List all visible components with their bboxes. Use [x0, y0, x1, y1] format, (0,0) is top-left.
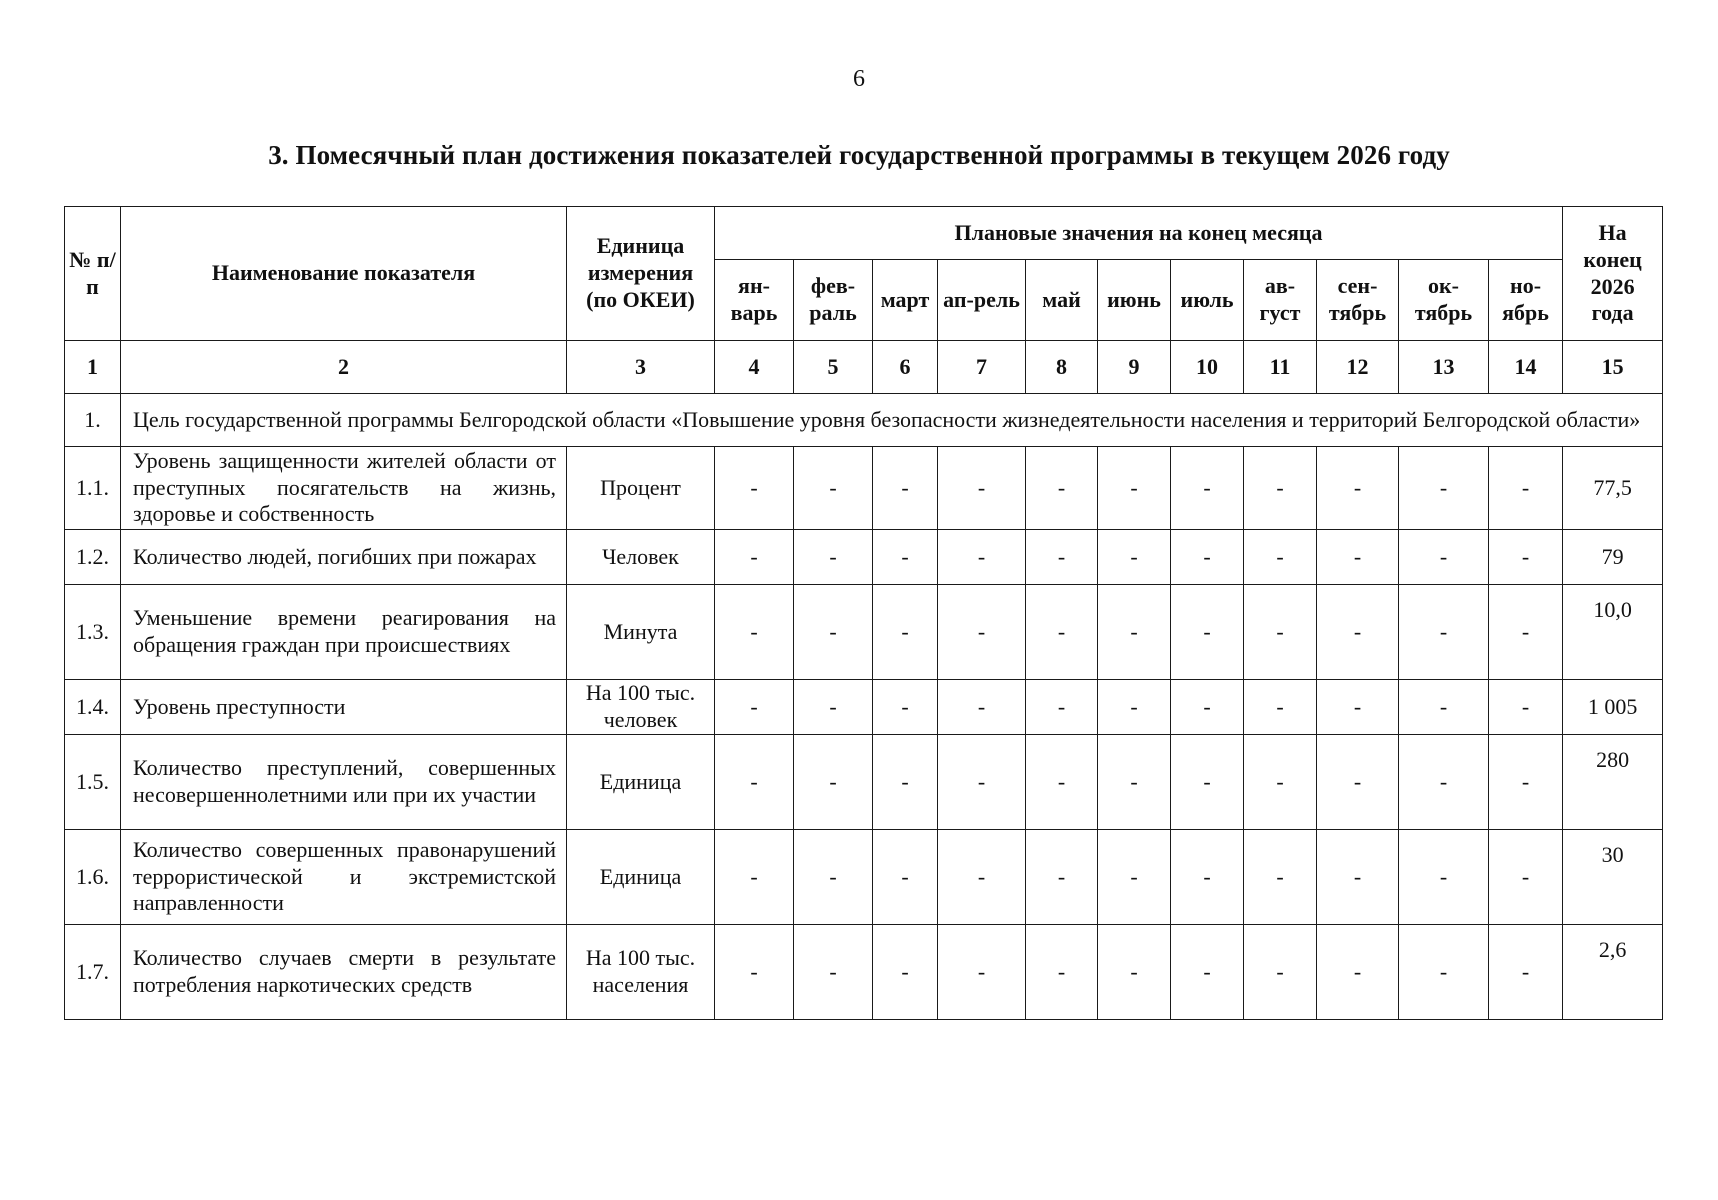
column-number: 15 [1563, 341, 1663, 394]
column-number: 6 [873, 341, 938, 394]
header-month: фев-раль [794, 260, 873, 341]
month-value: - [1171, 735, 1244, 830]
header-month: ап-рель [938, 260, 1026, 341]
month-value: - [794, 735, 873, 830]
month-value: - [1489, 830, 1563, 925]
month-value: - [1098, 925, 1171, 1020]
month-value: - [1399, 447, 1489, 530]
header-month: июнь [1098, 260, 1171, 341]
column-number: 7 [938, 341, 1026, 394]
month-value: - [1098, 735, 1171, 830]
month-value: - [1399, 680, 1489, 735]
month-value: - [1317, 925, 1399, 1020]
row-num: 1.7. [65, 925, 121, 1020]
goal-num: 1. [65, 394, 121, 447]
row-num: 1.3. [65, 585, 121, 680]
month-value: - [1244, 925, 1317, 1020]
month-value: - [715, 530, 794, 585]
month-value: - [1399, 585, 1489, 680]
month-value: - [1026, 925, 1098, 1020]
month-value: - [938, 830, 1026, 925]
header-month: ок-тябрь [1399, 260, 1489, 341]
final-value: 79 [1563, 530, 1663, 585]
header-month: май [1026, 260, 1098, 341]
column-number: 5 [794, 341, 873, 394]
final-value: 280 [1563, 735, 1663, 830]
final-value: 77,5 [1563, 447, 1663, 530]
month-value: - [873, 585, 938, 680]
final-value: 2,6 [1563, 925, 1663, 1020]
indicator-unit: Единица [567, 830, 715, 925]
month-value: - [1098, 830, 1171, 925]
month-value: - [1317, 735, 1399, 830]
month-value: - [1317, 830, 1399, 925]
month-value: - [1317, 585, 1399, 680]
column-number: 3 [567, 341, 715, 394]
month-value: - [1026, 830, 1098, 925]
header-month: сен-тябрь [1317, 260, 1399, 341]
month-value: - [873, 447, 938, 530]
final-value: 1 005 [1563, 680, 1663, 735]
month-value: - [715, 735, 794, 830]
month-value: - [1317, 680, 1399, 735]
month-value: - [1026, 447, 1098, 530]
month-value: - [1489, 530, 1563, 585]
month-value: - [938, 585, 1026, 680]
month-value: - [715, 925, 794, 1020]
month-value: - [1244, 680, 1317, 735]
header-month: ян-варь [715, 260, 794, 341]
column-number: 13 [1399, 341, 1489, 394]
month-value: - [794, 585, 873, 680]
month-value: - [1098, 680, 1171, 735]
column-number: 9 [1098, 341, 1171, 394]
column-number: 10 [1171, 341, 1244, 394]
indicator-unit: Минута [567, 585, 715, 680]
month-value: - [1244, 735, 1317, 830]
month-value: - [1171, 530, 1244, 585]
row-num: 1.4. [65, 680, 121, 735]
table-row [65, 680, 1663, 735]
column-number: 2 [121, 341, 567, 394]
month-value: - [1489, 585, 1563, 680]
month-value: - [1098, 447, 1171, 530]
month-value: - [1171, 447, 1244, 530]
month-value: - [1171, 830, 1244, 925]
table-row [65, 830, 1663, 925]
month-value: - [715, 830, 794, 925]
month-value: - [873, 530, 938, 585]
indicator-name: Количество преступлений, совершенных несовершеннолетними или при их участии [121, 735, 567, 830]
page-number: 6 [853, 66, 865, 92]
month-value: - [1026, 585, 1098, 680]
month-value: - [1026, 735, 1098, 830]
monthly-plan-table [64, 206, 1663, 1020]
month-value: - [1098, 585, 1171, 680]
table-row [65, 585, 1663, 680]
month-value: - [1489, 735, 1563, 830]
month-value: - [1244, 585, 1317, 680]
indicator-unit: Процент [567, 447, 715, 530]
month-value: - [938, 447, 1026, 530]
indicator-name: Уровень защищенности жителей области от преступных посягательств на жизнь, здоровье и собственность [121, 447, 567, 530]
column-number: 1 [65, 341, 121, 394]
month-value: - [715, 680, 794, 735]
table-row [65, 735, 1663, 830]
final-value: 30 [1563, 830, 1663, 925]
final-value: 10,0 [1563, 585, 1663, 680]
table-row [65, 530, 1663, 585]
column-number: 8 [1026, 341, 1098, 394]
month-value: - [873, 830, 938, 925]
month-value: - [1026, 680, 1098, 735]
month-value: - [873, 680, 938, 735]
column-number: 12 [1317, 341, 1399, 394]
month-value: - [938, 680, 1026, 735]
month-value: - [1399, 830, 1489, 925]
header-month: июль [1171, 260, 1244, 341]
indicator-name: Количество случаев смерти в результате потребления наркотических средств [121, 925, 567, 1020]
header-num: № п/п [65, 207, 121, 341]
month-value: - [938, 735, 1026, 830]
header-final-value: На конец 2026 года [1563, 207, 1663, 341]
month-value: - [1244, 530, 1317, 585]
month-value: - [1399, 925, 1489, 1020]
row-num: 1.5. [65, 735, 121, 830]
indicator-name: Количество людей, погибших при пожарах [121, 530, 567, 585]
header-unit: Единица измерения (по ОКЕИ) [567, 207, 715, 341]
month-value: - [715, 447, 794, 530]
row-num: 1.2. [65, 530, 121, 585]
header-plan-values: Плановые значения на конец месяца [715, 207, 1563, 260]
month-value: - [1244, 447, 1317, 530]
month-value: - [1489, 925, 1563, 1020]
month-value: - [873, 735, 938, 830]
column-number: 4 [715, 341, 794, 394]
header-indicator-name: Наименование показателя [121, 207, 567, 341]
month-value: - [794, 447, 873, 530]
month-value: - [1171, 585, 1244, 680]
table-row [65, 447, 1663, 530]
month-value: - [873, 925, 938, 1020]
month-value: - [1489, 447, 1563, 530]
month-value: - [938, 925, 1026, 1020]
month-value: - [794, 925, 873, 1020]
goal-text: Цель государственной программы Белгородской области «Повышение уровня безопасности жизнедеятельности населения и территорий Белгородской области» [121, 394, 1663, 447]
month-value: - [1026, 530, 1098, 585]
column-number: 14 [1489, 341, 1563, 394]
header-month: март [873, 260, 938, 341]
month-value: - [938, 530, 1026, 585]
indicator-unit: На 100 тыс. населения [567, 925, 715, 1020]
month-value: - [1399, 735, 1489, 830]
month-value: - [1244, 830, 1317, 925]
indicator-unit: Человек [567, 530, 715, 585]
month-value: - [1171, 925, 1244, 1020]
column-number: 11 [1244, 341, 1317, 394]
indicator-name: Уровень преступности [121, 680, 567, 735]
month-value: - [1399, 530, 1489, 585]
month-value: - [1489, 680, 1563, 735]
row-num: 1.6. [65, 830, 121, 925]
table-row [65, 925, 1663, 1020]
month-value: - [794, 530, 873, 585]
month-value: - [1171, 680, 1244, 735]
month-value: - [1098, 530, 1171, 585]
indicator-name: Количество совершенных правонарушений террористической и экстремистской направленности [121, 830, 567, 925]
month-value: - [794, 680, 873, 735]
document-title: 3. Помесячный план достижения показателей государственной программы в текущем 2026 году [268, 140, 1450, 170]
header-month: ав-густ [1244, 260, 1317, 341]
header-month: но-ябрь [1489, 260, 1563, 341]
row-num: 1.1. [65, 447, 121, 530]
month-value: - [1317, 447, 1399, 530]
month-value: - [1317, 530, 1399, 585]
indicator-unit: Единица [567, 735, 715, 830]
month-value: - [794, 830, 873, 925]
indicator-unit: На 100 тыс. человек [567, 680, 715, 735]
indicator-name: Уменьшение времени реагирования на обращения граждан при происшествиях [121, 585, 567, 680]
month-value: - [715, 585, 794, 680]
